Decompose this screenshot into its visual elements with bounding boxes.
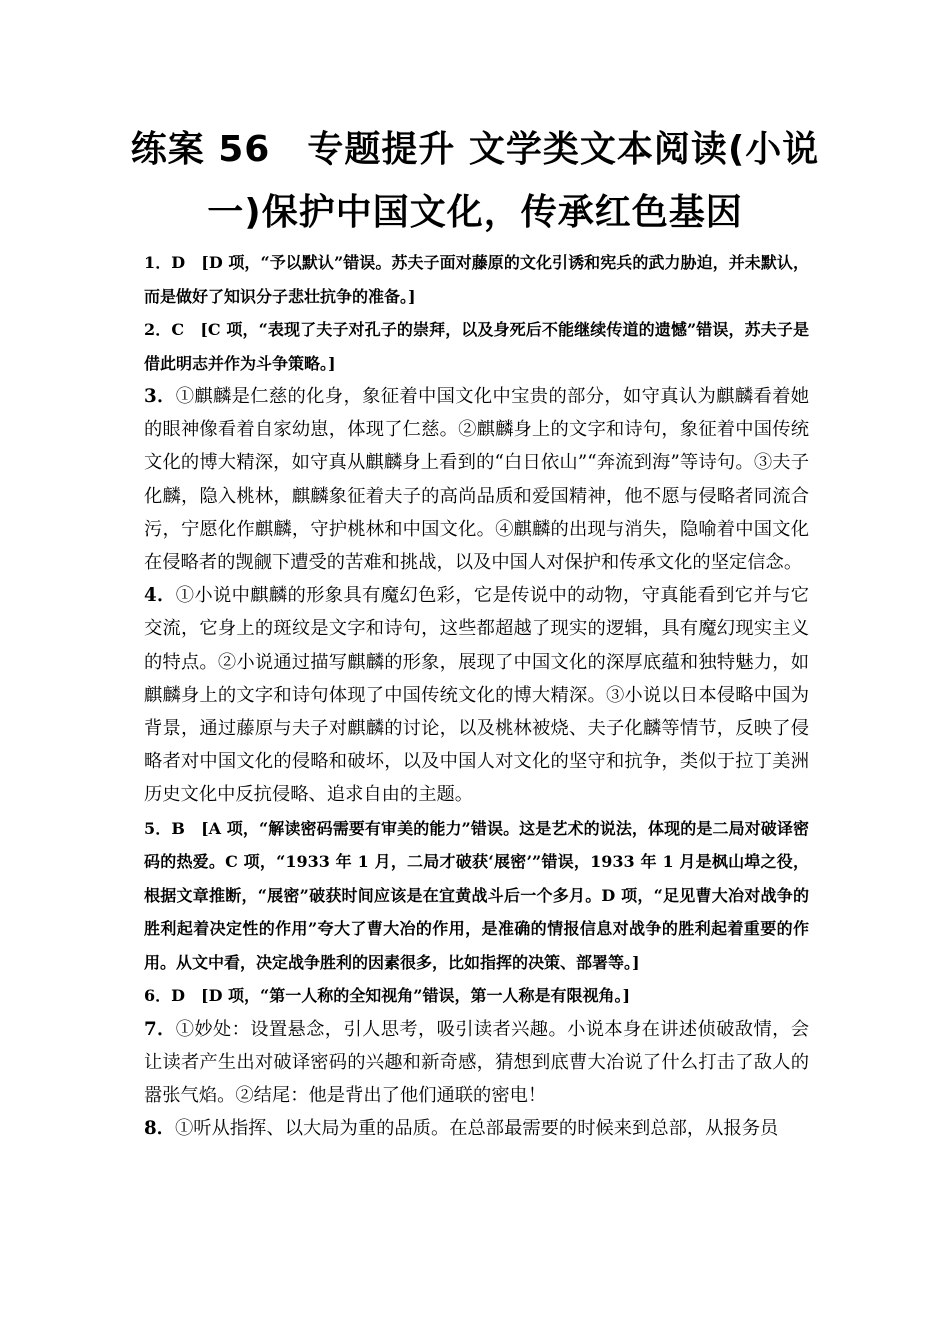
answer-item-2 bbox=[144, 313, 809, 380]
answer-item-8 bbox=[144, 1112, 809, 1145]
item-number: 5． bbox=[144, 818, 172, 838]
item-text: B [A 项，“解读密码需要有审美的能力”错误。这是艺术的说法，体现的是二局对破译密码的热爱。C 项，“1933 年 1 月，二局才破获‘展密’”错误，1933 年 1 月是枫山埠之役，根据文章推断，“展密”破获时间应该是在宜黄战斗后一个多月。D 项，“足见曹大冶对战争的胜利起着决定性的作用”夸大了曹大冶的作用，是准确的情报信息对战争的胜利起着重要的作用。从文中看，决定战争胜利的因素很多，比如指挥的决策、部署等。] bbox=[144, 818, 809, 972]
item-text: ①麒麟是仁慈的化身，象征着中国文化中宝贵的部分，如守真认为麒麟看着她的眼神像看着自家幼崽，体现了仁慈。②麒麟身上的文字和诗句，象征着中国传统文化的博大精深，如守真从麒麟身上看到的“白日依山”“奔流到海”等诗句。③夫子化麟，隐入桃林，麒麟象征着夫子的高尚品质和爱国精神，他不愿与侵略者同流合污，宁愿化作麒麟，守护桃林和中国文化。④麒麟的出现与消失，隐喻着中国文化在侵略者的觊觎下遭受的苦难和挑战，以及中国人对保护和传承文化的坚定信念。 bbox=[144, 386, 809, 574]
item-text: ①听从指挥、以大局为重的品质。在总部最需要的时候来到总部，从报务员 bbox=[175, 1118, 779, 1140]
item-number: 4． bbox=[144, 585, 176, 607]
item-number: 8． bbox=[144, 1118, 176, 1140]
answer-item-4 bbox=[144, 579, 809, 811]
item-number: 6． bbox=[144, 986, 172, 1006]
answer-item-5 bbox=[144, 812, 809, 980]
answer-item-7 bbox=[144, 1013, 809, 1113]
item-text: D [D 项，“第一人称的全知视角”错误，第一人称是有限视角。] bbox=[171, 986, 631, 1006]
item-text: ①妙处：设置悬念，引人思考，吸引读者兴趣。小说本身在讲述侦破敌情，会让读者产生出对破译密码的兴趣和新奇感，猜想到底曹大冶说了什么打击了敌人的嚣张气焰。②结尾：他是背出了他们通联的密电！ bbox=[144, 1018, 809, 1107]
item-text: C [C 项，“表现了夫子对孔子的崇拜，以及身死后不能继续传道的遗憾”错误，苏夫子是借此明志并作为斗争策略。] bbox=[144, 320, 809, 373]
item-number: 1． bbox=[144, 253, 172, 272]
item-number: 2． bbox=[144, 320, 172, 339]
answer-list bbox=[144, 246, 809, 1145]
page-title: 练案 56 专题提升 文学类文本阅读(小说一)保护中国文化，传承红色基因 bbox=[130, 129, 820, 233]
answer-item-3 bbox=[144, 380, 809, 579]
item-text: ①小说中麒麟的形象具有魔幻色彩，它是传说中的动物，守真能看到它并与它交流，它身上的斑纹是文字和诗句，这些都超越了现实的逻辑，具有魔幻现实主义的特点。②小说通过描写麒麟的形象，展现了中国文化的深厚底蕴和独特魅力，如麒麟身上的文字和诗句体现了中国传统文化的博大精深。③小说以日本侵略中国为背景，通过藤原与夫子对麒麟的讨论，以及桃林被烧、夫子化麟等情节，反映了侵略者对中国文化的侵略和破坏，以及中国人对文化的坚守和抗争，类似于拉丁美洲历史文化中反抗侵略、追求自由的主题。 bbox=[144, 585, 809, 806]
item-number: 3． bbox=[144, 386, 176, 407]
item-text: D [D 项，“予以默认”错误。苏夫子面对藤原的文化引诱和宪兵的武力胁迫，并未默认，而是做好了知识分子悲壮抗争的准备。] bbox=[144, 253, 809, 306]
answer-item-1 bbox=[144, 246, 809, 313]
item-number: 7． bbox=[144, 1018, 176, 1040]
answer-item-6 bbox=[144, 979, 809, 1013]
